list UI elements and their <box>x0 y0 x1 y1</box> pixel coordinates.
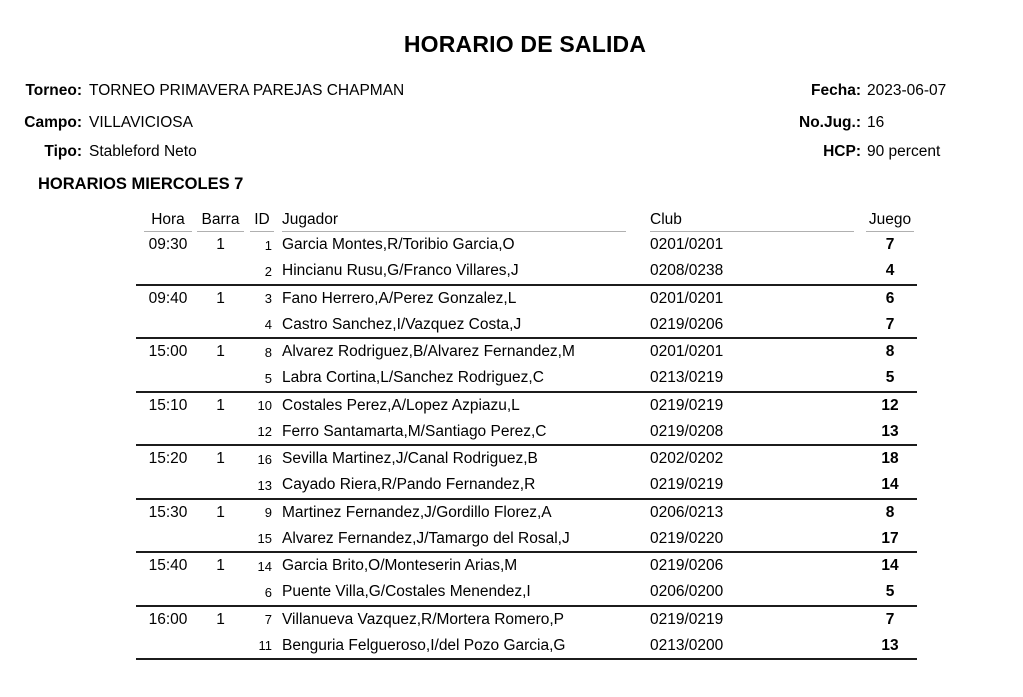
cell-id: 7 <box>264 612 272 628</box>
cell-club: 0201/0201 <box>650 236 724 254</box>
nojug-label: No.Jug.: <box>799 114 861 131</box>
table-row <box>136 633 917 660</box>
cell-barra: 1 <box>216 396 225 414</box>
cell-id: 15 <box>257 531 272 547</box>
table-row <box>136 553 917 580</box>
cell-jugador: Garcia Montes,R/Toribio Garcia,O <box>282 236 515 254</box>
fecha-value: 2023-06-07 <box>867 82 947 99</box>
fecha-label: Fecha: <box>811 82 861 99</box>
cell-juego: 4 <box>885 262 895 280</box>
cell-juego: 14 <box>881 476 899 494</box>
cell-juego: 18 <box>881 450 899 468</box>
cell-jugador: Ferro Santamarta,M/Santiago Perez,C <box>282 422 547 440</box>
cell-id: 13 <box>257 477 272 493</box>
header-barra: Barra <box>197 210 244 232</box>
cell-jugador: Fano Herrero,A/Perez Gonzalez,L <box>282 289 517 307</box>
header-hora: Hora <box>144 210 192 232</box>
cell-club: 0201/0201 <box>650 289 724 307</box>
table-row <box>136 366 917 393</box>
meta-row-tipo-hcp <box>0 143 1023 162</box>
cell-club: 0219/0220 <box>650 529 724 547</box>
cell-hora: 09:30 <box>148 236 188 254</box>
cell-barra: 1 <box>216 557 225 575</box>
cell-jugador: Castro Sanchez,I/Vazquez Costa,J <box>282 315 522 333</box>
table-row <box>136 232 917 259</box>
tipo-value: Stableford Neto <box>89 143 197 160</box>
header-jugador: Jugador <box>282 210 626 232</box>
cell-jugador: Sevilla Martinez,J/Canal Rodriguez,B <box>282 450 538 468</box>
cell-id: 8 <box>264 344 272 360</box>
cell-id: 2 <box>264 263 272 279</box>
cell-barra: 1 <box>216 610 225 628</box>
header-juego: Juego <box>866 210 914 232</box>
table-row <box>136 259 917 286</box>
cell-jugador: Alvarez Rodriguez,B/Alvarez Fernandez,M <box>282 343 575 361</box>
cell-juego: 5 <box>885 583 895 601</box>
cell-juego: 8 <box>885 503 895 521</box>
table-body <box>136 232 917 660</box>
cell-club: 0201/0201 <box>650 343 724 361</box>
cell-club: 0219/0219 <box>650 396 724 414</box>
table-header <box>136 210 917 232</box>
page-title: HORARIO DE SALIDA <box>403 31 647 57</box>
cell-juego: 17 <box>881 529 899 547</box>
cell-juego: 12 <box>881 396 899 414</box>
cell-barra: 1 <box>216 450 225 468</box>
cell-id: 5 <box>264 370 272 386</box>
table-row <box>136 312 917 339</box>
cell-juego: 13 <box>881 422 899 440</box>
table-row <box>136 286 917 313</box>
table-row <box>136 500 917 527</box>
cell-jugador: Hincianu Rusu,G/Franco Villares,J <box>282 262 519 280</box>
cell-jugador: Labra Cortina,L/Sanchez Rodriguez,C <box>282 369 544 387</box>
cell-club: 0213/0219 <box>650 369 724 387</box>
campo-label: Campo: <box>24 114 82 131</box>
cell-club: 0219/0208 <box>650 422 724 440</box>
torneo-label: Torneo: <box>25 82 82 99</box>
cell-juego: 14 <box>881 557 899 575</box>
cell-jugador: Villanueva Vazquez,R/Mortera Romero,P <box>282 610 565 628</box>
cell-jugador: Martinez Fernandez,J/Gordillo Florez,A <box>282 503 552 521</box>
cell-barra: 1 <box>216 503 225 521</box>
cell-club: 0206/0213 <box>650 503 724 521</box>
cell-jugador: Costales Perez,A/Lopez Azpiazu,L <box>282 396 520 414</box>
cell-jugador: Cayado Riera,R/Pando Fernandez,R <box>282 476 536 494</box>
cell-juego: 6 <box>885 289 895 307</box>
cell-juego: 13 <box>881 636 899 654</box>
cell-id: 11 <box>258 638 272 654</box>
cell-juego: 7 <box>885 236 895 254</box>
cell-id: 12 <box>257 424 272 440</box>
campo-value: VILLAVICIOSA <box>89 114 193 131</box>
cell-juego: 7 <box>885 315 895 333</box>
cell-barra: 1 <box>216 343 225 361</box>
table-row <box>136 446 917 473</box>
cell-club: 0219/0206 <box>650 315 724 333</box>
cell-juego: 8 <box>885 343 895 361</box>
nojug-value: 16 <box>867 114 885 131</box>
cell-id: 16 <box>257 451 272 467</box>
cell-id: 1 <box>264 237 272 253</box>
cell-id: 6 <box>264 584 272 600</box>
header-club: Club <box>650 210 854 232</box>
cell-jugador: Alvarez Fernandez,J/Tamargo del Rosal,J <box>282 529 570 547</box>
schedule-table <box>136 210 917 660</box>
table-row <box>136 580 917 607</box>
cell-id: 14 <box>257 558 272 574</box>
cell-id: 4 <box>264 317 272 333</box>
cell-hora: 15:40 <box>148 557 188 575</box>
tipo-label: Tipo: <box>44 143 82 160</box>
table-row <box>136 339 917 366</box>
table-row <box>136 526 917 553</box>
cell-club: 0213/0200 <box>650 636 724 654</box>
table-row <box>136 393 917 420</box>
cell-hora: 16:00 <box>148 610 188 628</box>
table-row <box>136 419 917 446</box>
hcp-value: 90 percent <box>867 143 941 160</box>
cell-club: 0219/0219 <box>650 610 724 628</box>
cell-club: 0219/0219 <box>650 476 724 494</box>
header-id: ID <box>250 210 274 232</box>
cell-jugador: Benguria Felgueroso,I/del Pozo Garcia,G <box>282 636 566 654</box>
cell-id: 10 <box>257 398 272 414</box>
meta-row-campo-nojug <box>0 114 1023 133</box>
cell-hora: 15:20 <box>148 450 188 468</box>
cell-jugador: Garcia Brito,O/Monteserin Arias,M <box>282 557 518 575</box>
hcp-label: HCP: <box>823 143 861 160</box>
cell-club: 0208/0238 <box>650 262 724 280</box>
cell-barra: 1 <box>216 289 225 307</box>
cell-juego: 7 <box>885 610 895 628</box>
cell-hora: 15:30 <box>148 503 188 521</box>
cell-hora: 15:10 <box>148 396 188 414</box>
cell-club: 0202/0202 <box>650 450 724 468</box>
cell-hora: 09:40 <box>148 289 188 307</box>
table-row <box>136 607 917 634</box>
cell-barra: 1 <box>216 236 225 254</box>
torneo-value: TORNEO PRIMAVERA PAREJAS CHAPMAN <box>89 82 405 99</box>
section-heading: HORARIOS MIERCOLES 7 <box>38 175 244 193</box>
cell-jugador: Puente Villa,G/Costales Menendez,I <box>282 583 531 601</box>
cell-club: 0206/0200 <box>650 583 724 601</box>
table-row <box>136 473 917 500</box>
meta-row-torneo-fecha <box>0 82 1023 101</box>
cell-hora: 15:00 <box>148 343 188 361</box>
cell-id: 9 <box>264 505 272 521</box>
cell-juego: 5 <box>885 369 895 387</box>
cell-id: 3 <box>264 291 272 307</box>
cell-club: 0219/0206 <box>650 557 724 575</box>
